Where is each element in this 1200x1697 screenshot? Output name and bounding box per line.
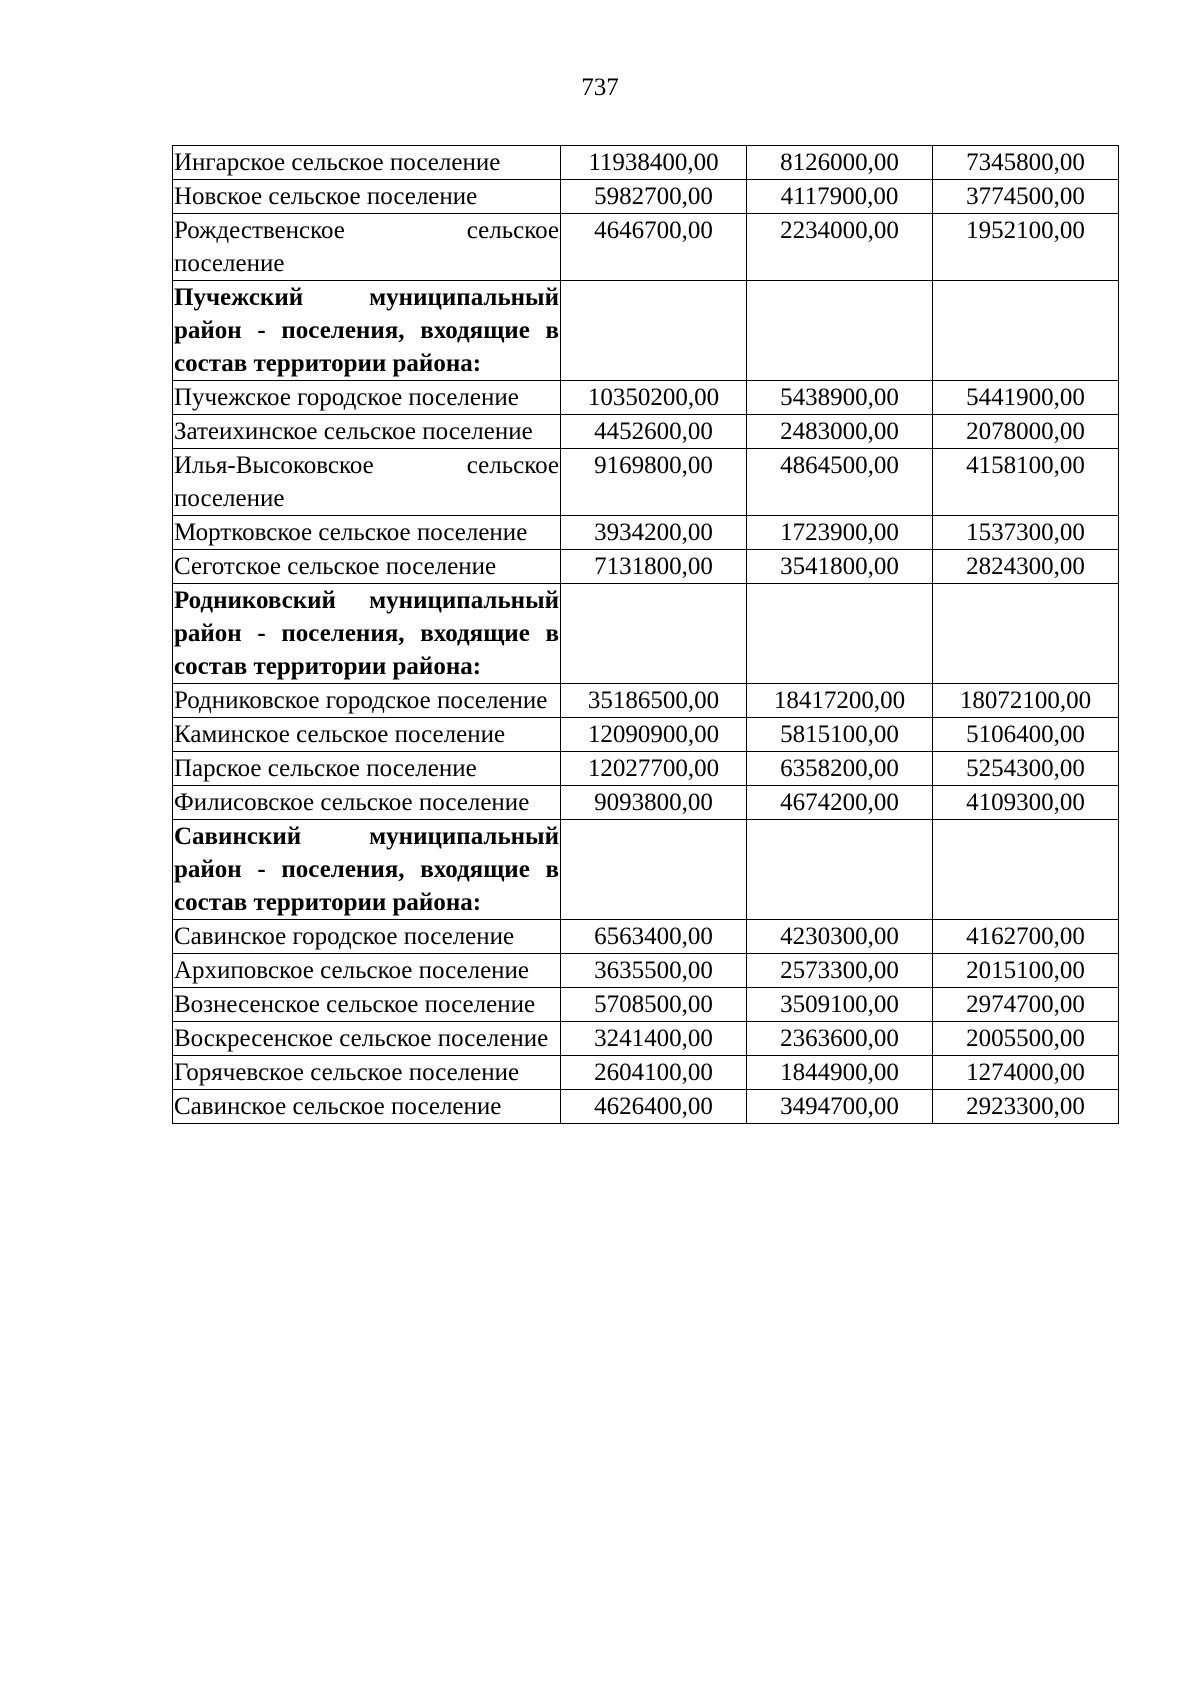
- amount-cell-3: [933, 820, 1119, 920]
- settlement-name-cell: Илья-Высоковское сельское поселение: [173, 449, 561, 516]
- amount-cell-2: 5438900,00: [747, 381, 933, 415]
- table-body: [173, 146, 1119, 1124]
- settlement-name-cell: Мортковское сельское поселение: [173, 516, 561, 550]
- amount-cell-3: 4158100,00: [933, 449, 1119, 516]
- table-row: [173, 1022, 1119, 1056]
- amount-cell-1: 3241400,00: [561, 1022, 747, 1056]
- amount-cell-1: 4646700,00: [561, 214, 747, 281]
- amount-cell-3: 2005500,00: [933, 1022, 1119, 1056]
- amount-cell-1: 5708500,00: [561, 988, 747, 1022]
- amount-cell-3: 4109300,00: [933, 786, 1119, 820]
- amount-cell-1: [561, 820, 747, 920]
- settlement-name-cell: Сеготское сельское поселение: [173, 550, 561, 584]
- amount-cell-3: 2078000,00: [933, 415, 1119, 449]
- amount-cell-3: 1537300,00: [933, 516, 1119, 550]
- table-row: [173, 381, 1119, 415]
- amount-cell-2: 3541800,00: [747, 550, 933, 584]
- amount-cell-1: 12027700,00: [561, 752, 747, 786]
- settlement-name-cell: Архиповское сельское поселение: [173, 954, 561, 988]
- amount-cell-3: 5106400,00: [933, 718, 1119, 752]
- amount-cell-2: [747, 281, 933, 381]
- amount-cell-1: 5982700,00: [561, 180, 747, 214]
- table-row: [173, 516, 1119, 550]
- amount-cell-1: 3635500,00: [561, 954, 747, 988]
- amount-cell-1: 9169800,00: [561, 449, 747, 516]
- settlement-name-cell: Горячевское сельское поселение: [173, 1056, 561, 1090]
- amount-cell-2: 1723900,00: [747, 516, 933, 550]
- settlement-name-cell: Воскресенское сельское поселение: [173, 1022, 561, 1056]
- settlement-name-cell: Савинское сельское поселение: [173, 1090, 561, 1124]
- settlement-name-cell: Рождественское сельское поселение: [173, 214, 561, 281]
- table-row: [173, 550, 1119, 584]
- amount-cell-3: [933, 281, 1119, 381]
- settlement-name-cell: Каминское сельское поселение: [173, 718, 561, 752]
- amount-cell-2: 2573300,00: [747, 954, 933, 988]
- amount-cell-3: 5441900,00: [933, 381, 1119, 415]
- table-row: [173, 146, 1119, 180]
- amount-cell-1: [561, 584, 747, 684]
- table-row: [173, 954, 1119, 988]
- amount-cell-3: 3774500,00: [933, 180, 1119, 214]
- table-row: [173, 180, 1119, 214]
- district-name-cell: Савинский муниципальный район - поселения, входящие в состав территории района:: [173, 820, 561, 920]
- settlement-name-cell: Новское сельское поселение: [173, 180, 561, 214]
- table-row: [173, 1056, 1119, 1090]
- amount-cell-1: 35186500,00: [561, 684, 747, 718]
- amount-cell-3: 18072100,00: [933, 684, 1119, 718]
- settlement-name-cell: Родниковское городское поселение: [173, 684, 561, 718]
- table-row: [173, 684, 1119, 718]
- amount-cell-1: 4626400,00: [561, 1090, 747, 1124]
- amount-cell-2: 4230300,00: [747, 920, 933, 954]
- amount-cell-1: 2604100,00: [561, 1056, 747, 1090]
- settlement-name-cell: Филисовское сельское поселение: [173, 786, 561, 820]
- amount-cell-2: 6358200,00: [747, 752, 933, 786]
- settlement-name-cell: Парское сельское поселение: [173, 752, 561, 786]
- district-name-cell: Пучежский муниципальный район - поселения, входящие в состав территории района:: [173, 281, 561, 381]
- amount-cell-3: 1274000,00: [933, 1056, 1119, 1090]
- page-number: 737: [581, 74, 619, 101]
- amount-cell-2: 2363600,00: [747, 1022, 933, 1056]
- amount-cell-2: 4864500,00: [747, 449, 933, 516]
- amount-cell-1: 3934200,00: [561, 516, 747, 550]
- amount-cell-2: 2483000,00: [747, 415, 933, 449]
- settlement-name-cell: Ингарское сельское поселение: [173, 146, 561, 180]
- amount-cell-1: 6563400,00: [561, 920, 747, 954]
- amount-cell-3: 2015100,00: [933, 954, 1119, 988]
- table-row: [173, 214, 1119, 281]
- amount-cell-2: 4117900,00: [747, 180, 933, 214]
- table-row: [173, 415, 1119, 449]
- amount-cell-3: 7345800,00: [933, 146, 1119, 180]
- amount-cell-1: 9093800,00: [561, 786, 747, 820]
- table-row: [173, 920, 1119, 954]
- amount-cell-3: 4162700,00: [933, 920, 1119, 954]
- amount-cell-3: 2923300,00: [933, 1090, 1119, 1124]
- amount-cell-2: 18417200,00: [747, 684, 933, 718]
- budget-table: [172, 145, 1119, 1124]
- table-row: [173, 718, 1119, 752]
- amount-cell-2: 8126000,00: [747, 146, 933, 180]
- amount-cell-3: [933, 584, 1119, 684]
- district-header-row: [173, 281, 1119, 381]
- district-header-row: [173, 584, 1119, 684]
- table-row: [173, 1090, 1119, 1124]
- amount-cell-1: [561, 281, 747, 381]
- district-header-row: [173, 820, 1119, 920]
- amount-cell-1: 7131800,00: [561, 550, 747, 584]
- amount-cell-2: 3494700,00: [747, 1090, 933, 1124]
- district-name-cell: Родниковский муниципальный район - поселения, входящие в состав территории района:: [173, 584, 561, 684]
- table-row: [173, 786, 1119, 820]
- table-row: [173, 988, 1119, 1022]
- amount-cell-1: 4452600,00: [561, 415, 747, 449]
- settlement-name-cell: Затеихинское сельское поселение: [173, 415, 561, 449]
- settlement-name-cell: Вознесенское сельское поселение: [173, 988, 561, 1022]
- amount-cell-2: 2234000,00: [747, 214, 933, 281]
- amount-cell-1: 12090900,00: [561, 718, 747, 752]
- settlement-name-cell: Пучежское городское поселение: [173, 381, 561, 415]
- settlement-name-cell: Савинское городское поселение: [173, 920, 561, 954]
- table-row: [173, 449, 1119, 516]
- table-row: [173, 752, 1119, 786]
- amount-cell-2: 3509100,00: [747, 988, 933, 1022]
- amount-cell-2: [747, 584, 933, 684]
- amount-cell-1: 10350200,00: [561, 381, 747, 415]
- amount-cell-2: 4674200,00: [747, 786, 933, 820]
- amount-cell-3: 5254300,00: [933, 752, 1119, 786]
- amount-cell-2: [747, 820, 933, 920]
- amount-cell-2: 1844900,00: [747, 1056, 933, 1090]
- amount-cell-3: 2974700,00: [933, 988, 1119, 1022]
- amount-cell-1: 11938400,00: [561, 146, 747, 180]
- amount-cell-3: 1952100,00: [933, 214, 1119, 281]
- amount-cell-3: 2824300,00: [933, 550, 1119, 584]
- amount-cell-2: 5815100,00: [747, 718, 933, 752]
